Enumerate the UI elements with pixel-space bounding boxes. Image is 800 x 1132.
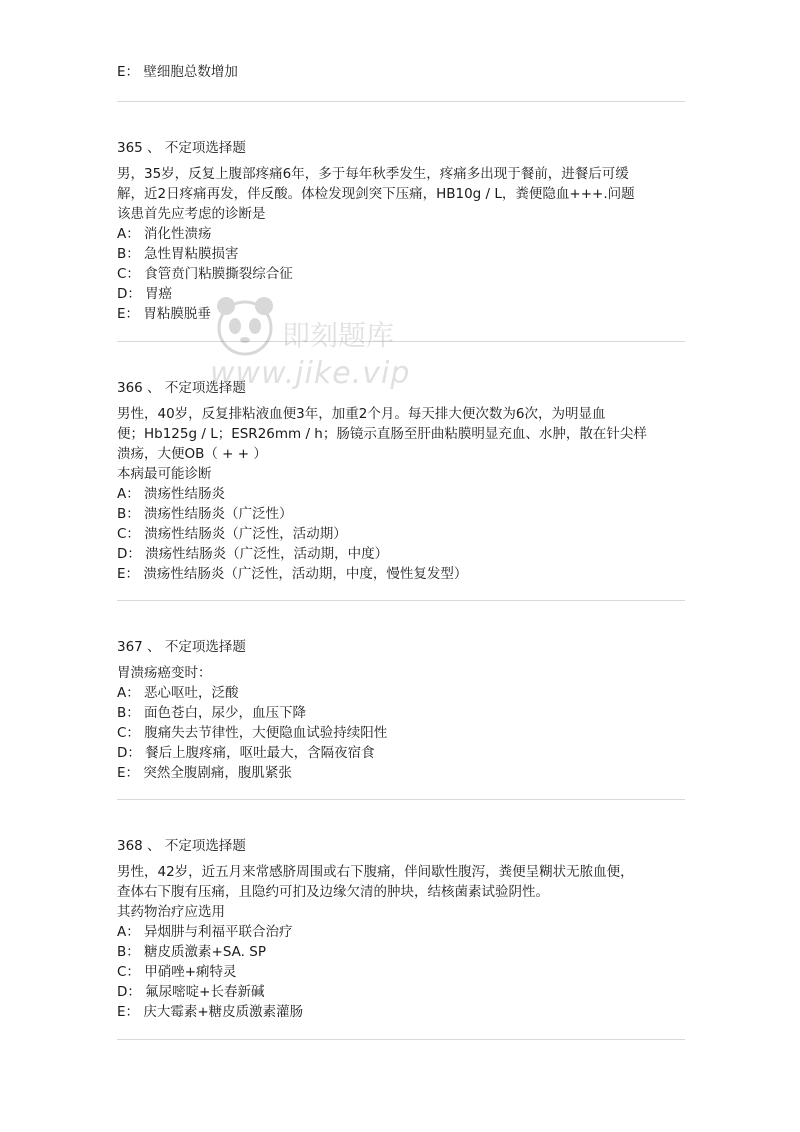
question-body-line: 解，近2日疼痛再发，伴反酸。体检发现剑突下压痛，HB10g / L，粪便隐血+++.问题 — [117, 186, 635, 202]
question-head: 366 、 不定项选择题 — [117, 380, 246, 396]
question-367 — [117, 637, 685, 783]
question-head: 367 、 不定项选择题 — [117, 639, 246, 655]
top-option: E： 壁细胞总数增加 — [117, 64, 238, 80]
option-e: E： 庆大霉素+糖皮质激素灌肠 — [117, 1004, 304, 1020]
question-body-line: 男性，40岁，反复排粘液血便3年，加重2个月。每天排大便次数为6次，为明显血 — [117, 406, 606, 422]
option-c: C： 腹痛失去节律性，大便隐血试验持续阳性 — [117, 725, 388, 741]
option-c: C： 食管贲门粘膜撕裂综合征 — [117, 266, 293, 282]
question-body-line: 胃溃疡癌变时： — [117, 665, 212, 681]
option-b: B： 急性胃粘膜损害 — [117, 246, 239, 262]
question-head: 368 、 不定项选择题 — [117, 838, 246, 854]
divider — [117, 600, 685, 601]
option-d: D： 溃疡性结肠炎（广泛性，活动期，中度） — [117, 546, 389, 562]
option-a: A： 恶心呕吐，泛酸 — [117, 685, 239, 701]
option-a: A： 异烟肼与利福平联合治疗 — [117, 924, 293, 940]
option-e: E： 突然全腹剧痛，腹肌紧张 — [117, 765, 292, 781]
divider — [117, 101, 685, 102]
option-c: C： 甲硝唑+痢特灵 — [117, 964, 237, 980]
question-body-line: 查体右下腹有压痛，且隐约可扪及边缘欠清的肿块，结核菌素试验阴性。 — [117, 884, 549, 900]
question-body-line: 该患首先应考虑的诊断是 — [117, 206, 266, 222]
question-head: 365 、 不定项选择题 — [117, 140, 246, 156]
divider — [117, 1039, 685, 1040]
option-d: D： 氟尿嘧啶+长春新碱 — [117, 984, 265, 1000]
question-body-line: 便；Hb125g / L；ESR26mm / h；肠镜示直肠至肝曲粘膜明显充血、水肿，散在针尖样 — [117, 426, 647, 442]
question-body-line: 溃疡，大便OB（ + + ） — [117, 446, 267, 462]
option-b: B： 溃疡性结肠炎（广泛性） — [117, 506, 293, 522]
divider — [117, 799, 685, 800]
option-c: C： 溃疡性结肠炎（广泛性，活动期） — [117, 526, 347, 542]
question-366 — [117, 378, 685, 584]
question-365 — [117, 138, 685, 324]
question-body-line: 男，35岁，反复上腹部疼痛6年，多于每年秋季发生，疼痛多出现于餐前，进餐后可缓 — [117, 166, 629, 182]
divider — [117, 341, 685, 342]
option-d: D： 餐后上腹疼痛，呕吐最大，含隔夜宿食 — [117, 745, 375, 761]
option-a: A： 消化性溃疡 — [117, 226, 212, 242]
option-d: D： 胃癌 — [117, 286, 173, 302]
option-b: B： 糖皮质激素+SA. SP — [117, 944, 266, 960]
option-e: E： 溃疡性结肠炎（广泛性，活动期，中度，慢性复发型） — [117, 566, 468, 582]
option-a: A： 溃疡性结肠炎 — [117, 486, 226, 502]
watermark-url: www.jike.vip — [210, 356, 411, 391]
question-body-line: 其药物治疗应选用 — [117, 904, 225, 920]
watermark-brand: 即刻题库 — [282, 319, 395, 352]
question-368 — [117, 836, 685, 1022]
option-e: E： 胃粘膜脱垂 — [117, 306, 211, 322]
option-b: B： 面色苍白，尿少，血压下降 — [117, 705, 307, 721]
question-body-line: 本病最可能诊断 — [117, 466, 212, 482]
question-body-line: 男性，42岁，近五月来常感脐周围或右下腹痛，伴间歇性腹泻，粪便呈糊状无脓血便， — [117, 864, 634, 880]
